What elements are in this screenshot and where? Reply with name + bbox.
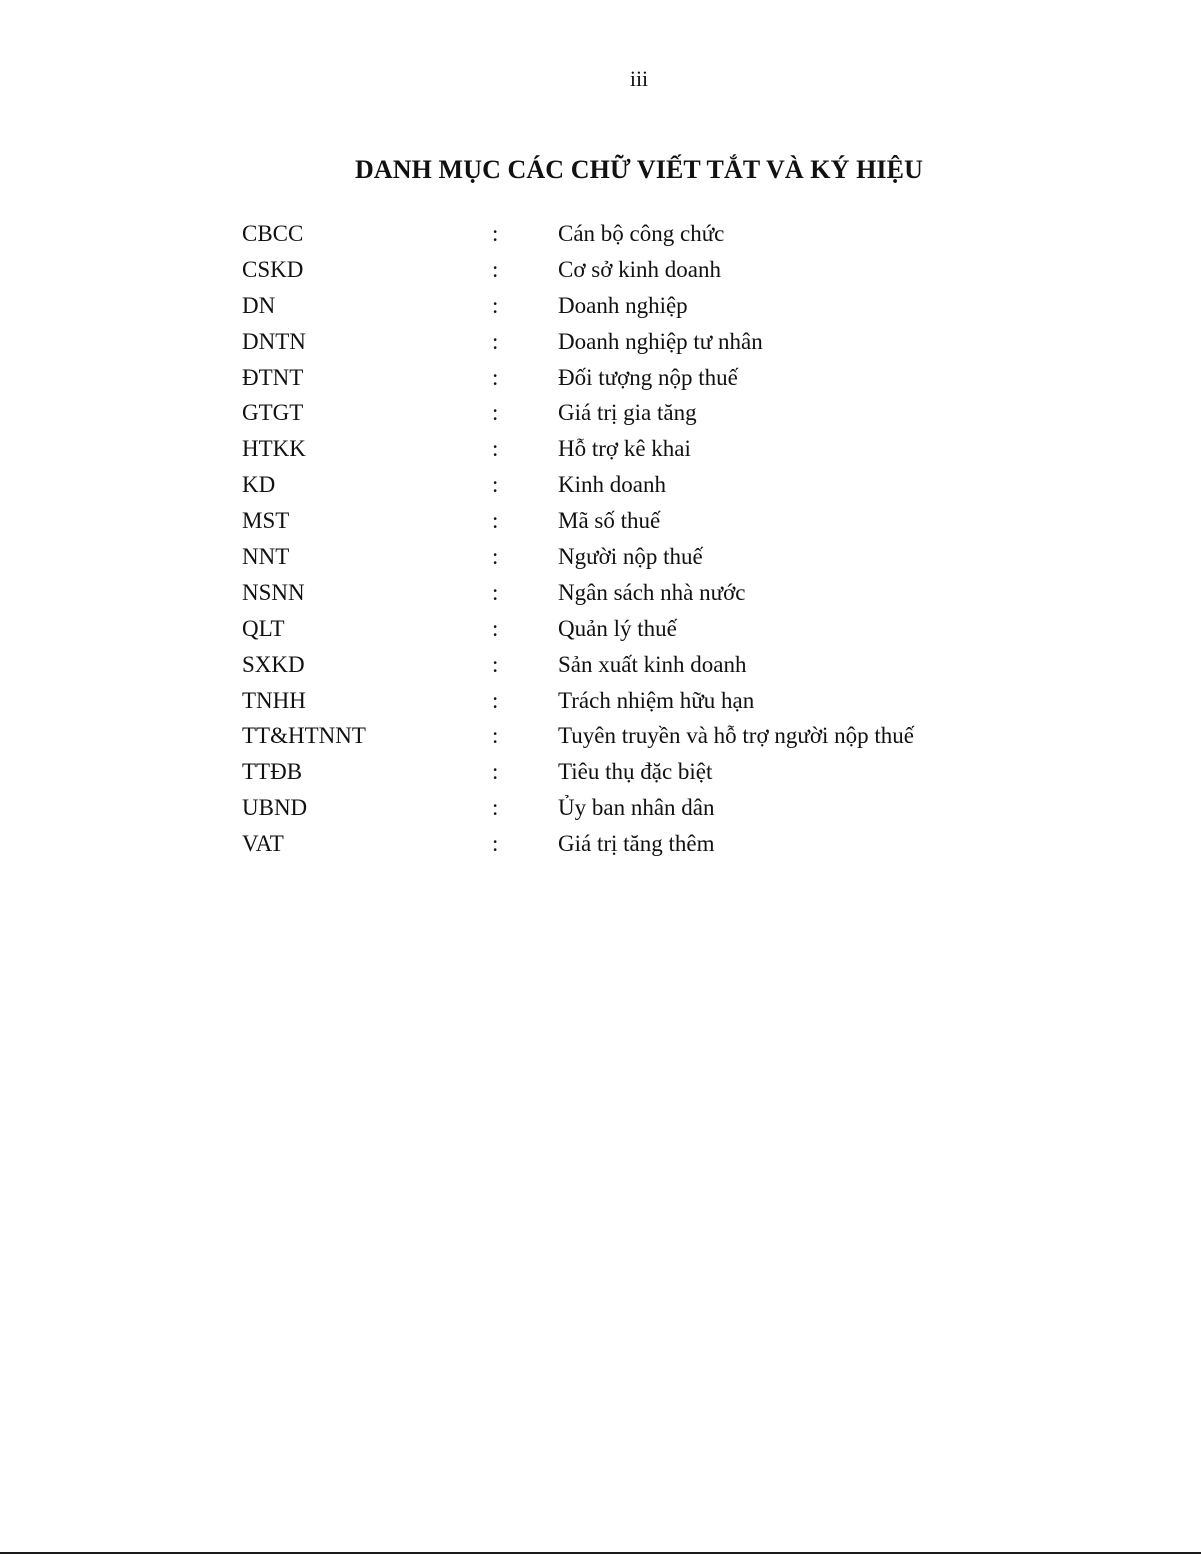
abbreviation-code: HTKK	[242, 436, 306, 462]
abbreviation-meaning: Tiêu thụ đặc biệt	[558, 759, 713, 785]
separator-colon: :	[492, 831, 499, 857]
abbreviation-row	[242, 539, 1002, 575]
abbreviation-code: TTĐB	[242, 759, 303, 785]
separator-colon: :	[492, 795, 499, 821]
separator-colon: :	[492, 221, 499, 246]
abbreviation-row	[242, 754, 1002, 790]
separator-colon: :	[492, 292, 499, 318]
separator-colon: :	[492, 364, 499, 390]
separator-colon: :	[492, 651, 499, 677]
separator-colon: :	[492, 759, 499, 785]
abbreviation-code: MST	[242, 508, 290, 534]
abbreviation-code: DN	[242, 292, 276, 318]
abbreviation-meaning: Ủy ban nhân dân	[558, 795, 715, 821]
abbreviation-code: SXKD	[242, 651, 305, 677]
abbreviation-row	[242, 647, 1002, 683]
abbreviation-meaning: Cơ sở kinh doanh	[558, 256, 721, 282]
abbreviation-row	[242, 503, 1002, 539]
page-number: iii	[629, 66, 649, 91]
abbreviation-meaning: Hỗ trợ kê khai	[558, 436, 691, 462]
abbreviation-meaning: Mã số thuế	[558, 508, 661, 534]
page-title: DANH MỤC CÁC CHỮ VIẾT TẮT VÀ KÝ HIỆU	[355, 155, 923, 184]
abbreviation-code: NNT	[242, 544, 290, 570]
separator-colon: :	[492, 687, 499, 713]
separator-colon: :	[492, 436, 499, 462]
abbreviation-meaning: Cán bộ công chức	[558, 221, 725, 246]
abbreviation-code: CSKD	[242, 256, 304, 282]
abbreviation-row	[242, 611, 1002, 647]
separator-colon: :	[492, 579, 499, 605]
abbreviation-row	[242, 395, 1002, 431]
abbreviation-row	[242, 431, 1002, 467]
abbreviation-code: QLT	[242, 615, 285, 641]
abbreviation-meaning: Người nộp thuế	[558, 544, 703, 570]
separator-colon: :	[492, 472, 499, 498]
abbreviation-row	[242, 252, 1002, 288]
abbreviation-meaning: Doanh nghiệp	[558, 292, 688, 318]
abbreviation-code: KD	[242, 472, 276, 498]
abbreviation-code: UBND	[242, 795, 308, 821]
abbreviation-code: NSNN	[242, 579, 305, 605]
abbreviation-row	[242, 324, 1002, 360]
abbreviation-code: ĐTNT	[242, 364, 304, 390]
abbreviation-list	[242, 216, 1002, 862]
abbreviation-row	[242, 718, 1002, 754]
abbreviation-meaning: Giá trị tăng thêm	[558, 831, 715, 857]
abbreviation-row	[242, 575, 1002, 611]
abbreviation-meaning: Tuyên truyền và hỗ trợ người nộp thuế	[558, 723, 914, 749]
abbreviation-row	[242, 360, 1002, 396]
abbreviation-meaning: Giá trị gia tăng	[558, 400, 697, 426]
abbreviation-meaning: Ngân sách nhà nước	[558, 579, 746, 605]
abbreviation-meaning: Trách nhiệm hữu hạn	[558, 687, 755, 713]
separator-colon: :	[492, 544, 499, 570]
abbreviation-row	[242, 826, 1002, 862]
abbreviation-row	[242, 683, 1002, 719]
abbreviation-row	[242, 216, 1002, 252]
abbreviation-row	[242, 790, 1002, 826]
separator-colon: :	[492, 256, 499, 282]
separator-colon: :	[492, 723, 499, 749]
separator-colon: :	[492, 400, 499, 426]
abbreviation-meaning: Kinh doanh	[558, 472, 666, 498]
abbreviation-row	[242, 288, 1002, 324]
abbreviation-meaning: Đối tượng nộp thuế	[558, 364, 738, 390]
abbreviation-code: TT&HTNNT	[242, 723, 366, 749]
separator-colon: :	[492, 328, 499, 354]
abbreviation-code: TNHH	[242, 687, 306, 713]
abbreviation-meaning: Quản lý thuế	[558, 615, 677, 641]
abbreviation-code: CBCC	[242, 221, 304, 246]
abbreviation-code: GTGT	[242, 400, 304, 426]
abbreviation-row	[242, 467, 1002, 503]
abbreviation-code: VAT	[242, 831, 284, 857]
separator-colon: :	[492, 615, 499, 641]
separator-colon: :	[492, 508, 499, 534]
abbreviation-meaning: Doanh nghiệp tư nhân	[558, 328, 763, 354]
abbreviation-code: DNTN	[242, 328, 306, 354]
abbreviation-meaning: Sản xuất kinh doanh	[558, 651, 747, 677]
